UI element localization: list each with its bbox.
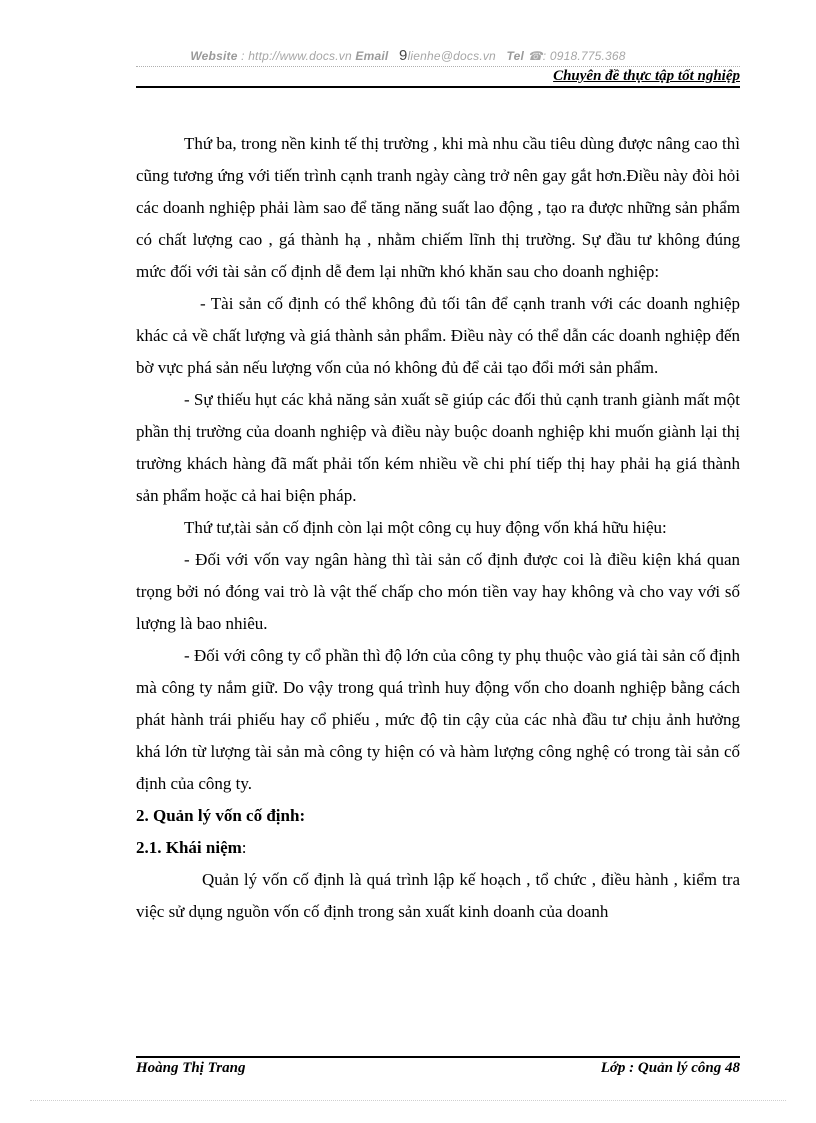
paragraph-bullet-outdated-assets: - Tài sản cố định có thể không đủ tối tân để cạnh tranh với các doanh nghiệp khác cả về chất lượng và giá thành sản phẩm. Điều này có thể dẫn các doanh nghiệp đến bờ vực phá sản nếu lượng vốn của nó không đủ để cải tạo đổi mới sản phẩm.: [136, 294, 740, 377]
paragraph-bullet-joint-stock: - Đối với công ty cổ phần thì độ lớn của công ty phụ thuộc vào giá tài sản cố định mà công ty nắm giữ. Do vậy trong quá trình huy động vốn cho doanh nghiệp bằng cách phát hành trái phiếu hay cổ phiếu , mức độ tin cậy của các nhà đầu tư chịu ảnh hưởng khá lớn từ lượng tài sản mà công ty hiện có và hàm lượng công nghệ có trong tài sản cố định của công ty.: [136, 646, 740, 793]
header-dotted-separator: [136, 66, 740, 67]
website-separator: :: [237, 49, 249, 63]
page-body: [136, 128, 740, 928]
email-address[interactable]: lienhe@docs.vn: [407, 49, 496, 63]
footer-class: Lớp : Quản lý công 48: [600, 1060, 740, 1076]
tel-number: : 0918.775.368: [542, 49, 626, 63]
paragraph-bullet-bank-loans: - Đối với vốn vay ngân hàng thì tài sản cố định được coi là điều kiện khá quan trọng bởi nó đóng vai trò là vật thế chấp cho món tiền vay hay không và cho vay với số lượng là bao nhiêu.: [136, 550, 740, 633]
tel-label: Tel: [506, 49, 525, 63]
website-url[interactable]: http://www.docs.vn: [248, 49, 352, 63]
website-label: Website: [190, 49, 238, 63]
subsection-heading-text: 2.1. Khái niệm: [136, 838, 242, 857]
header-rule: [136, 86, 740, 88]
paragraph-third-reason: Thứ ba, trong nền kinh tế thị trường , khi mà nhu cầu tiêu dùng được nâng cao thì cũng tương ứng với tiến trình cạnh tranh ngày càng trở nên gay gắt hơn.Điều này đòi hỏi các doanh nghiệp phải làm sao để tăng năng suất lao động , tạo ra được những sản phẩm có chất lượng cao , gá thành hạ , nhằm chiếm lĩnh thị trường. Sự đầu tư không đúng mức đối với tài sản cố định dễ đem lại nhữn khó khăn sau cho doanh nghiệp:: [136, 134, 740, 281]
document-title: Chuyên đề thực tập tốt nghiệp: [553, 68, 740, 84]
paragraph-bullet-capacity-shortage: - Sự thiếu hụt các khả năng sản xuất sẽ giúp các đối thủ cạnh tranh giành mất một phần thị trường của doanh nghiệp và điều này buộc doanh nghiệp khi muốn giành lại thị trường khách hàng đã mất phải tốn kém nhiều về chi phí tiếp thị hay phải hạ giá thành sản phẩm hoặc cả hai biện pháp.: [136, 390, 740, 505]
header-contact-line: [0, 47, 816, 64]
footer-rule: [136, 1056, 740, 1058]
page-bottom-dotted-border: [30, 1100, 786, 1101]
section-heading-fixed-capital: 2. Quản lý vốn cố định:: [136, 806, 306, 825]
subsection-heading-colon: :: [241, 838, 247, 857]
paragraph-fourth-reason: Thứ tư,tài sản cố định còn lại một công cụ huy động vốn khá hữu hiệu:: [184, 518, 667, 537]
email-icon: 9: [399, 47, 408, 64]
footer-author: Hoàng Thị Trang: [136, 1060, 246, 1076]
email-label: Email: [355, 49, 389, 63]
subsection-heading-concept: [136, 832, 740, 864]
phone-icon: ☎: [527, 49, 543, 63]
paragraph-definition: Quản lý vốn cố định là quá trình lập kế hoạch , tổ chức , điều hành , kiểm tra việc sử dụng nguồn vốn cố định trong sản xuất kinh doanh của doanh: [136, 870, 740, 921]
